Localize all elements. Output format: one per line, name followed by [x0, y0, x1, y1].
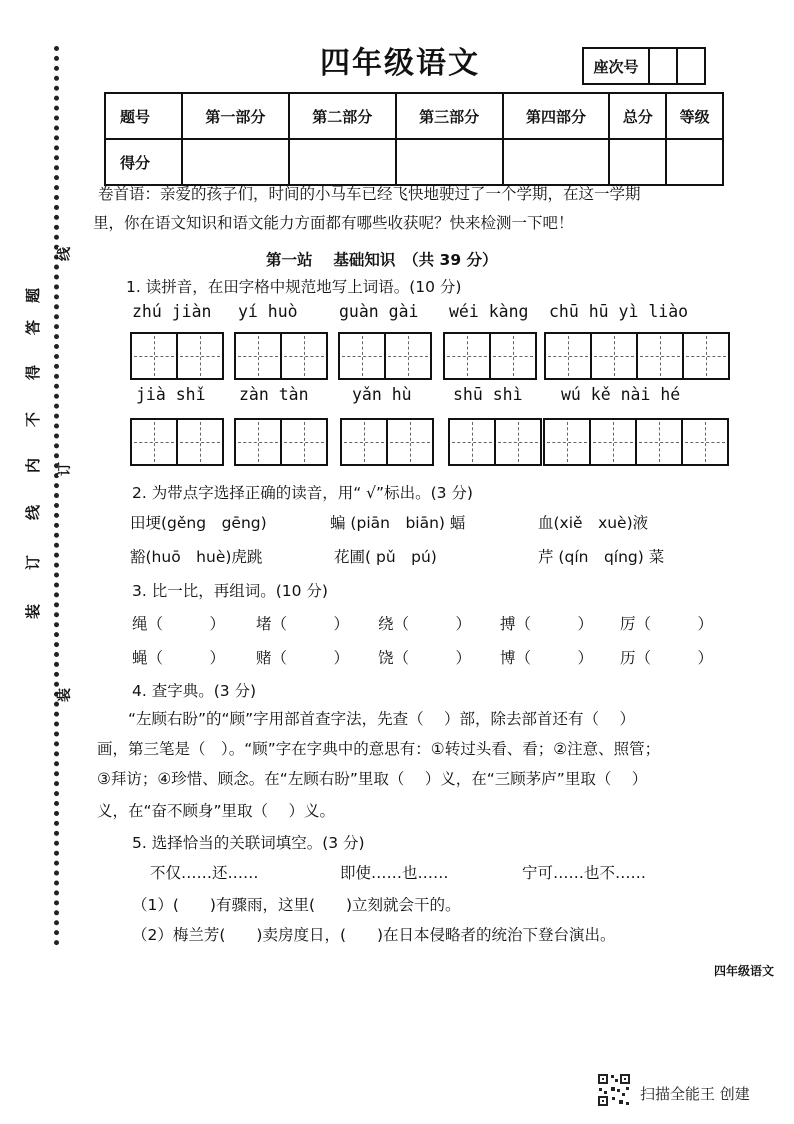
tianzige-box[interactable]	[388, 420, 432, 464]
q1-writing-grid	[234, 418, 328, 466]
q4-line-2[interactable]: 画，第三笔是（ ）。“顾”字在字典中的意思有：①转过头看、看；②注意、照管；	[97, 740, 661, 758]
score-table-cell: 第三部分	[396, 93, 503, 139]
q1-pinyin: chū hū yì liào	[549, 302, 689, 321]
q2-item[interactable]: 田埂(gěng gēng)	[130, 514, 267, 532]
tianzige-box[interactable]	[592, 334, 638, 378]
q2-item[interactable]: 芹 (qín qíng) 菜	[538, 548, 665, 566]
q1-pinyin: yǎn hù	[352, 385, 412, 404]
binding-dotted-line	[54, 46, 59, 946]
tianzige-box[interactable]	[340, 334, 386, 378]
q1-prompt: 1. 读拼音，在田字格中规范地写上词语。(10 分)	[126, 278, 462, 296]
q3-blank[interactable]: 蝇（ ）	[132, 649, 226, 667]
q1-writing-grid	[543, 418, 729, 466]
binding-margin-char: 线	[57, 247, 73, 261]
score-table-cell: 第一部分	[182, 93, 289, 139]
score-input-cell[interactable]	[396, 139, 503, 185]
tianzige-box[interactable]	[496, 420, 540, 464]
tianzige-box[interactable]	[450, 420, 496, 464]
q1-writing-grid	[338, 332, 432, 380]
tianzige-box[interactable]	[236, 420, 282, 464]
q1-writing-grid	[234, 332, 328, 380]
score-table-cell: 第二部分	[289, 93, 396, 139]
q5-option: 宁可……也不……	[522, 864, 647, 882]
score-input-cell[interactable]	[666, 139, 723, 185]
q5-option: 不仅……还……	[150, 864, 259, 882]
score-table-cell: 题号	[105, 93, 182, 139]
q1-pinyin: zàn tàn	[239, 385, 309, 404]
q3-blank[interactable]: 搏（ ）	[500, 615, 594, 633]
binding-margin-char: 题	[24, 287, 43, 304]
binding-margin-char: 订	[57, 462, 73, 476]
q2-prompt: 2. 为带点字选择正确的读音，用“ √”标出。(3 分)	[132, 484, 473, 502]
q4-line-1[interactable]: “左顾右盼”的“顾”字用部首查字法，先查（ ）部，除去部首还有（ ）	[128, 710, 635, 728]
tianzige-box[interactable]	[546, 334, 592, 378]
tianzige-box[interactable]	[342, 420, 388, 464]
q1-writing-grid	[130, 418, 224, 466]
q2-item[interactable]: 蝙 (piān biān) 蝠	[330, 514, 466, 532]
q1-writing-grid	[544, 332, 730, 380]
score-input-cell[interactable]	[289, 139, 396, 185]
score-input-cell[interactable]	[503, 139, 610, 185]
tianzige-box[interactable]	[684, 334, 728, 378]
q1-pinyin: zhú jiàn	[132, 302, 212, 321]
tianzige-box[interactable]	[282, 334, 326, 378]
q3-blank[interactable]: 厉（ ）	[620, 615, 714, 633]
binding-margin-char: 订	[24, 554, 43, 571]
binding-margin-char: 得	[24, 364, 43, 381]
tianzige-box[interactable]	[491, 334, 535, 378]
q1-pinyin: yí huò	[238, 302, 298, 321]
q2-item[interactable]: 花圃( pǔ pú)	[334, 548, 437, 566]
q3-blank[interactable]: 堵（ ）	[256, 615, 350, 633]
score-table-cell: 得分	[105, 139, 182, 185]
q3-blank[interactable]: 饶（ ）	[378, 649, 472, 667]
q3-blank[interactable]: 博（ ）	[500, 649, 594, 667]
tianzige-box[interactable]	[178, 420, 222, 464]
tianzige-box[interactable]	[386, 334, 430, 378]
tianzige-box[interactable]	[132, 420, 178, 464]
score-table-cell: 第四部分	[503, 93, 610, 139]
qr-code-icon	[597, 1073, 631, 1107]
q1-writing-grid	[130, 332, 224, 380]
q5-sentence-1[interactable]: （1）( )有骤雨，这里( )立刻就会干的。	[132, 896, 461, 914]
seat-number-label: 座次号	[584, 49, 650, 83]
seat-number-cell[interactable]	[678, 49, 704, 83]
q1-writing-grid	[443, 332, 537, 380]
tianzige-box[interactable]	[178, 334, 222, 378]
score-input-cell[interactable]	[609, 139, 666, 185]
q2-item[interactable]: 血(xiě xuè)液	[538, 514, 649, 532]
q1-pinyin: guàn gài	[339, 302, 419, 321]
score-table-score-row	[105, 139, 723, 185]
q1-writing-grid	[340, 418, 434, 466]
score-table-header-row	[105, 93, 723, 139]
q2-item[interactable]: 豁(huō huè)虎跳	[130, 548, 263, 566]
q5-sentence-2[interactable]: （2）梅兰芳( )卖房度日，( )在日本侵略者的统治下登台演出。	[132, 926, 616, 944]
section-heading: 第一站 基础知识 （共 39 分）	[266, 251, 498, 269]
q5-prompt: 5. 选择恰当的关联词填空。(3 分)	[132, 834, 365, 852]
footer-subject-label: 四年级语文	[713, 964, 774, 978]
tianzige-box[interactable]	[638, 334, 684, 378]
q1-pinyin: wú kě nài hé	[561, 385, 681, 404]
q4-prompt: 4. 查字典。(3 分)	[132, 682, 257, 700]
score-table-cell: 等级	[666, 93, 723, 139]
page-title: 四年级语文	[320, 46, 480, 81]
score-table-cell: 总分	[609, 93, 666, 139]
intro-line-2: 里，你在语文知识和语文能力方面都有哪些收获呢？快来检测一下吧！	[93, 214, 574, 232]
q3-blank[interactable]: 历（ ）	[620, 649, 714, 667]
score-input-cell[interactable]	[182, 139, 289, 185]
q1-writing-grid	[448, 418, 542, 466]
q3-prompt: 3. 比一比，再组词。(10 分)	[132, 582, 328, 600]
q3-blank[interactable]: 赌（ ）	[256, 649, 350, 667]
q4-line-4[interactable]: 义，在“奋不顾身”里取（ ）义。	[97, 802, 335, 820]
q4-line-3[interactable]: ③拜访；④珍惜、顾念。在“左顾右盼”里取（ ）义，在“三顾茅庐”里取（ ）	[97, 770, 648, 788]
q1-pinyin: wéi kàng	[449, 302, 529, 321]
tianzige-box[interactable]	[236, 334, 282, 378]
q5-option: 即使……也……	[340, 864, 449, 882]
tianzige-box[interactable]	[132, 334, 178, 378]
scanner-watermark: 扫描全能王 创建	[640, 1085, 750, 1103]
tianzige-box[interactable]	[282, 420, 326, 464]
q3-blank[interactable]: 绳（ ）	[132, 615, 226, 633]
intro-line-1: 卷首语：亲爱的孩子们，时间的小马车已经飞快地驶过了一个学期，在这一学期	[98, 185, 641, 203]
binding-margin-char: 装	[24, 603, 43, 620]
q3-blank[interactable]: 绕（ ）	[378, 615, 472, 633]
binding-margin-char: 内	[24, 457, 43, 474]
tianzige-box[interactable]	[591, 420, 637, 464]
tianzige-box[interactable]	[683, 420, 727, 464]
binding-margin-char: 不	[24, 411, 43, 428]
seat-number-cell[interactable]	[650, 49, 678, 83]
binding-margin-char: 答	[24, 319, 43, 336]
q1-pinyin: shū shì	[453, 385, 523, 404]
tianzige-box[interactable]	[637, 420, 683, 464]
score-table	[104, 92, 724, 186]
binding-margin-char: 线	[24, 504, 43, 521]
q1-pinyin: jià shǐ	[136, 385, 206, 404]
binding-margin-char: 装	[57, 688, 73, 702]
tianzige-box[interactable]	[545, 420, 591, 464]
tianzige-box[interactable]	[445, 334, 491, 378]
seat-number-box	[582, 47, 706, 85]
